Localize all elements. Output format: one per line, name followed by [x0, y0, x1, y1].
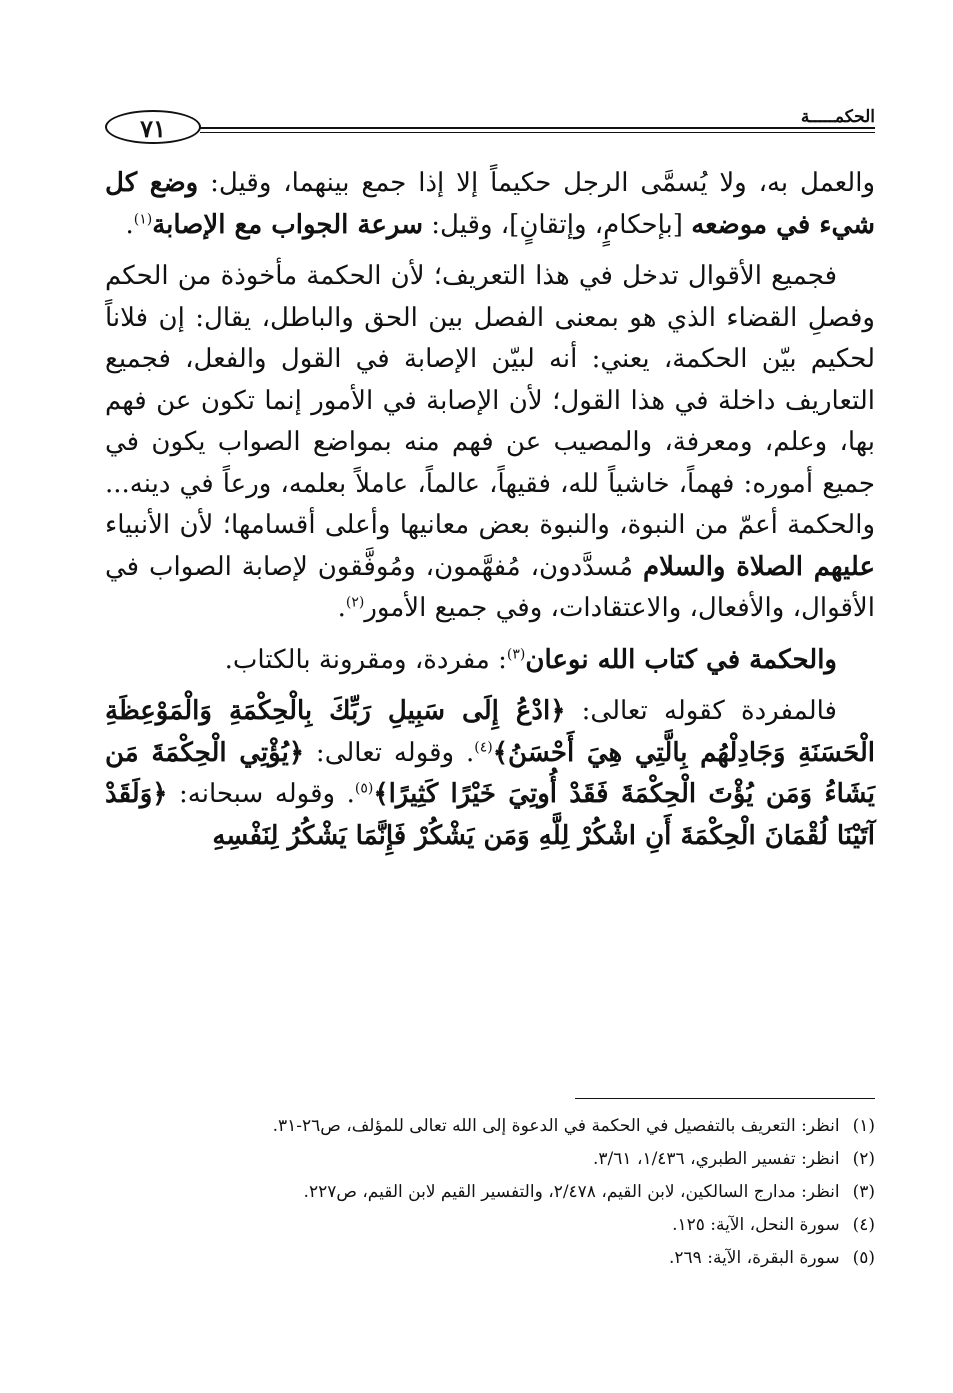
paragraph-4: فالمفردة كقوله تعالى: ﴿ادْعُ إِلَى سَبِيلِ رَبِّكَ بِالْحِكْمَةِ وَالْمَوْعِظَةِ الْحَسَنَةِ وَجَادِلْهُم بِالَّتِي هِيَ أَحْسَنُ﴾$^{(٤)}$. وقوله تعالى: ﴿يُؤْتِي الْحِكْمَةَ مَن يَشَاءُ وَمَن يُؤْتَ الْحِكْمَةَ فَقَدْ أُوتِيَ خَيْرًا كَثِيرًا﴾$^{(٥)}$. وقوله سبحانه: ﴿وَلَقَدْ آتَيْنَا لُقْمَانَ الْحِكْمَةَ أَنِ اشْكُرْ لِلَّهِ وَمَن يَشْكُرْ فَإِنَّمَا يَشْكُرُ لِنَفْسِهِ — [105, 696, 876, 851]
paragraph-2: فجميع الأقوال تدخل في هذا التعريف؛ لأن الحكمة مأخوذة من الحكم وفصلِ القضاء الذي هو بمعنى الفصل بين الحق والباطل، يقال: إن فلاناً لحكيم بيّن الحكمة، يعني: أنه لبيّن الإصابة في القول والفعل، فجميع التعاريف داخلة في هذا القول؛ لأن الإصابة في الأمور إنما تكون عن فهم بها، وعلم، ومعرفة، والمصيب عن فهم منه بمواضع الصواب يكون في جميع أموره: فهماً، خاشياً لله، فقيهاً، عالماً، عاملاً بعلمه، ورعاً في دينه... والحكمة أعمّ من النبوة، والنبوة بعض معانيها وأعلى أقسامها؛ لأن الأنبياء عليهم الصلاة والسلام مُسدَّدون، مُفهَّمون، ومُوفَّقون لإصابة الصواب في الأقوال، والأفعال، والاعتقادات، وفي جميع الأمور$^{(٢)}$. — [105, 261, 876, 623]
footnote-5: (٥) سورة البقرة، الآية: ٢٦٩. — [669, 1248, 875, 1268]
quran-verse-2: ﴿يُؤْتِي الْحِكْمَةَ مَن يَشَاءُ وَمَن يُؤْتَ الْحِكْمَةَ فَقَدْ أُوتِيَ خَيْرًا كَثِيرًا﴾ — [105, 737, 875, 809]
footnote-ref-3: (٣) — [506, 645, 526, 662]
footnote-separator — [575, 1098, 875, 1099]
footnote-ref-5: (٥) — [354, 780, 374, 797]
page-number: ٧١ — [105, 110, 201, 144]
footnote-4: (٤) سورة النحل، الآية: ١٢٥. — [672, 1215, 875, 1235]
footnote-ref-4: (٤) — [474, 738, 493, 755]
footnote-ref-2: (٢) — [345, 594, 365, 611]
footnote-2: (٢) انظر: تفسير الطبري، ١/٤٣٦، ٣/٦١. — [593, 1149, 875, 1169]
header-rule-thick — [200, 127, 875, 129]
footnote-1: (١) انظر: التعريف بالتفصيل في الحكمة في الدعوة إلى الله تعالى للمؤلف، ص٢٦-٣١. — [272, 1116, 875, 1136]
page-header — [105, 108, 875, 148]
main-text — [105, 163, 875, 857]
chapter-title: الحكمـــــة — [795, 108, 875, 126]
footnote-3: (٣) انظر: مدارج السالكين، لابن القيم، ٢/٤٧٨، والتفسير القيم لابن القيم، ص٢٢٧. — [303, 1182, 875, 1202]
quran-verse-1: ﴿ادْعُ إِلَى سَبِيلِ رَبِّكَ بِالْحِكْمَةِ وَالْمَوْعِظَةِ الْحَسَنَةِ وَجَادِلْهُم بِالَّتِي هِيَ أَحْسَنُ﴾ — [105, 696, 876, 768]
quran-verse-3: ﴿وَلَقَدْ آتَيْنَا لُقْمَانَ الْحِكْمَةَ أَنِ اشْكُرْ لِلَّهِ وَمَن يَشْكُرْ فَإِنَّمَا يَشْكُرُ لِنَفْسِهِ — [105, 779, 875, 851]
footnotes — [100, 1112, 875, 1277]
paragraph-3: والحكمة في كتاب الله نوعان$^{(٣)}$: مفردة، ومقرونة بالكتاب. — [224, 644, 837, 675]
header-rule-thin — [200, 132, 875, 133]
footnote-ref-1: (١) — [133, 210, 153, 227]
paragraph-1: والعمل به، ولا يُسمَّى الرجل حكيماً إلا إذا جمع بينهما، وقيل: وضع كل شيء في موضعه [بإحكامٍ، وإتقانٍ]، وقيل: سرعة الجواب مع الإصابة$^{(١)}$. — [105, 168, 876, 240]
